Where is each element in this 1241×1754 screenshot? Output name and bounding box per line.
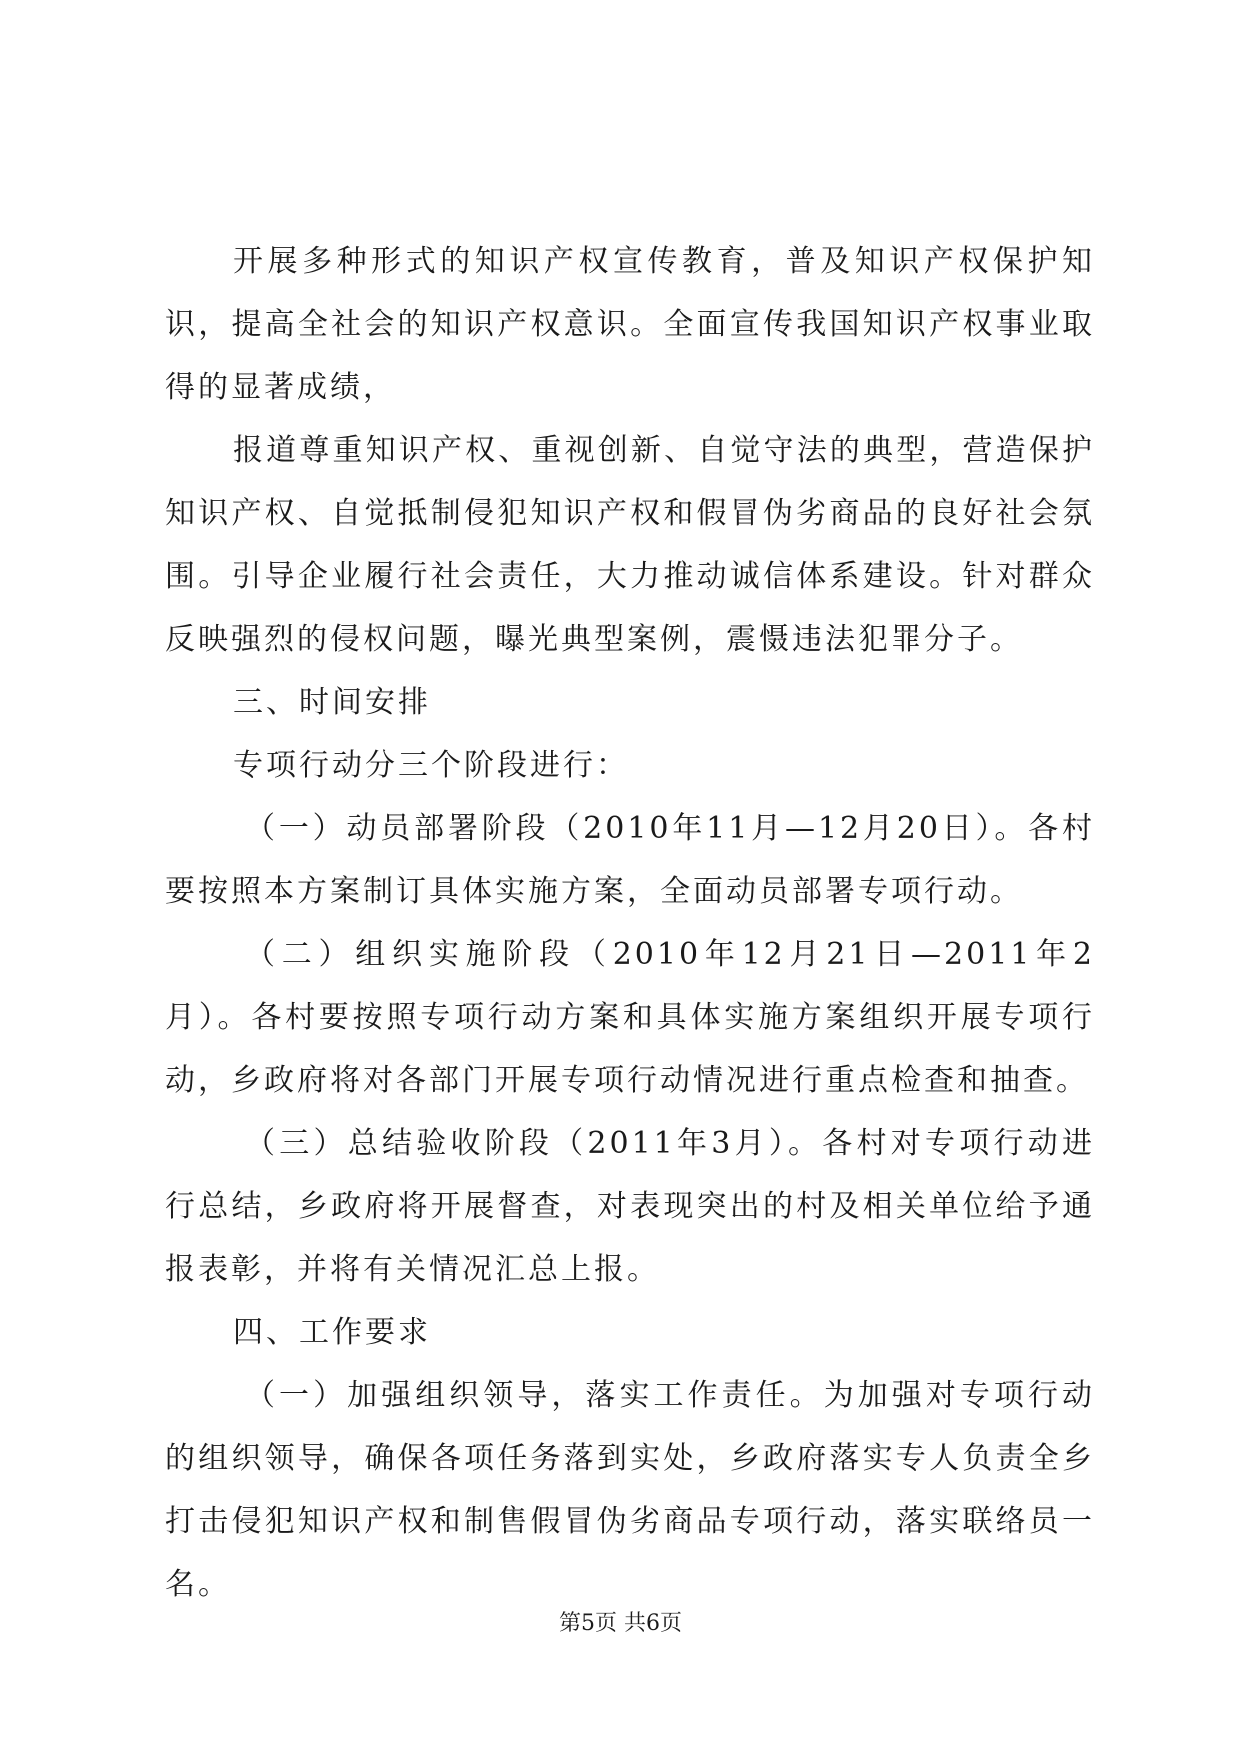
heading-work-requirements: 四、工作要求: [233, 1315, 431, 1350]
document-body: [165, 230, 1095, 1616]
paragraph-stage-implementation: （二）组织实施阶段（2010年12月21日—2011年2月）。各村要按照专项行动方案和具体实施方案组织开展专项行动，乡政府将对各部门开展专项行动情况进行重点检查和抽查。: [165, 937, 1095, 1098]
paragraph-stage-mobilization: （一）动员部署阶段（2010年11月—12月20日）。各村要按照本方案制订具体实施方案，全面动员部署专项行动。: [165, 811, 1095, 909]
paragraph-organization-leadership: （一）加强组织领导，落实工作责任。为加强对专项行动的组织领导，确保各项任务落到实处，乡政府落实专人负责全乡打击侵犯知识产权和制售假冒伪劣商品专项行动，落实联络员一名。: [165, 1378, 1095, 1602]
paragraph-stage-summary: （三）总结验收阶段（2011年3月）。各村对专项行动进行总结，乡政府将开展督查，对表现突出的村及相关单位给予通报表彰，并将有关情况汇总上报。: [165, 1126, 1095, 1287]
paragraph-three-stages: 专项行动分三个阶段进行：: [233, 748, 629, 783]
heading-time-schedule: 三、时间安排: [233, 685, 431, 720]
page-footer: 第5页 共6页: [559, 1611, 682, 1636]
paragraph-publicity-education: 开展多种形式的知识产权宣传教育，普及知识产权保护知识，提高全社会的知识产权意识。全面宣传我国知识产权事业取得的显著成绩，: [165, 244, 1095, 405]
paragraph-report-typical-cases: 报道尊重知识产权、重视创新、自觉守法的典型，营造保护知识产权、自觉抵制侵犯知识产权和假冒伪劣商品的良好社会氛围。引导企业履行社会责任，大力推动诚信体系建设。针对群众反映强烈的侵权问题，曝光典型案例，震慑违法犯罪分子。: [165, 433, 1095, 657]
